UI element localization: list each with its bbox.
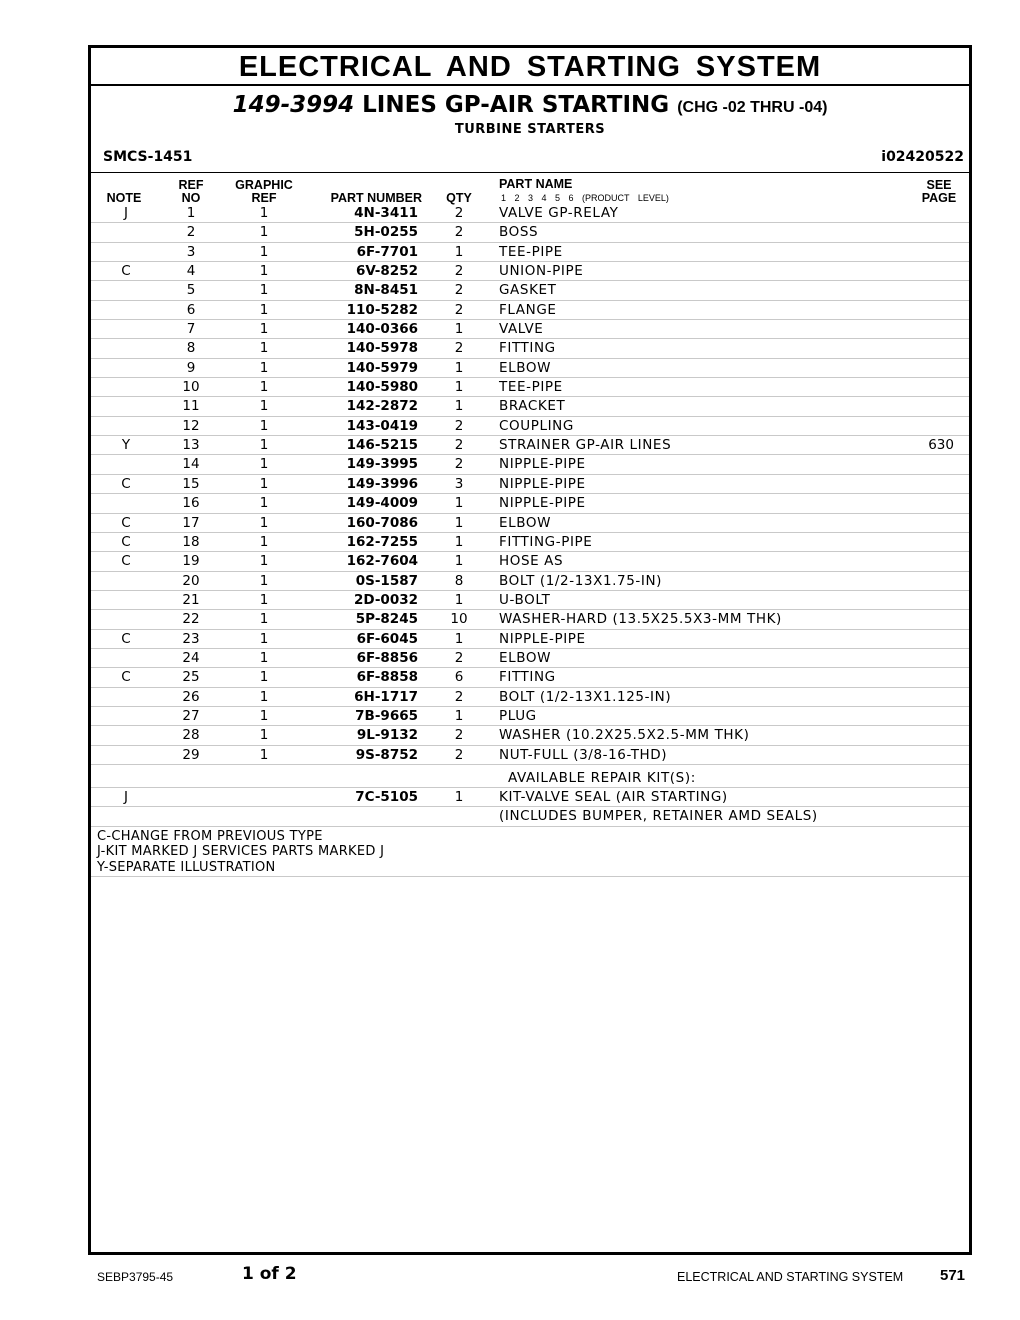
note-cell: C (121, 630, 131, 647)
part-number-cell: 143-0419 (346, 417, 418, 434)
kit-label: AVAILABLE REPAIR KIT(S): (508, 769, 696, 786)
product-levels: 1 2 3 4 5 6 (PRODUCT LEVEL) (501, 193, 669, 203)
graphic-ref-cell: 1 (259, 301, 269, 318)
part-name-cell: WASHER (10.2X25.5X2.5-MM THK) (499, 727, 750, 744)
part-number-cell: 110-5282 (346, 301, 418, 318)
part-name-cell: FITTING (499, 340, 556, 357)
smcs-code: SMCS-1451 (103, 149, 193, 165)
graphic-ref-cell: 1 (259, 572, 269, 589)
part-name-cell: NIPPLE-PIPE (499, 456, 586, 473)
qty-cell: 1 (454, 514, 464, 531)
table-row (91, 243, 969, 262)
graphic-ref-cell: 1 (259, 475, 269, 492)
note-cell: Y (121, 437, 131, 454)
ref-no-cell: 4 (186, 263, 196, 280)
graphic-ref-cell: 1 (259, 533, 269, 550)
qty-cell: 1 (454, 379, 464, 396)
table-row (91, 281, 969, 300)
note-cell: J (124, 205, 128, 221)
col-see-top: SEE (926, 178, 952, 192)
graphic-ref-cell: 1 (259, 707, 269, 724)
col-see-bottom: PAGE (921, 191, 957, 205)
table-row (91, 494, 969, 513)
part-name-cell: TEE-PIPE (499, 379, 563, 396)
part-number-cell: 140-5978 (346, 340, 418, 357)
part-name-cell: BRACKET (499, 398, 566, 415)
ref-no-cell: 7 (186, 321, 196, 338)
graphic-ref-cell: 1 (259, 649, 269, 666)
graphic-ref-cell: 1 (259, 669, 269, 686)
table-row (91, 746, 969, 765)
table-row (91, 320, 969, 339)
ref-no-cell: 1 (186, 205, 196, 221)
qty-cell: 2 (454, 456, 464, 473)
part-number-cell: 6F-7701 (356, 243, 418, 260)
note-cell: J (124, 788, 128, 805)
page-number: 571 (940, 1267, 966, 1284)
qty-cell: 1 (454, 243, 464, 260)
qty-cell: 2 (454, 417, 464, 434)
table-row (91, 552, 969, 571)
part-number-cell: 6V-8252 (355, 263, 418, 280)
part-name-cell: BOLT (1/2-13X1.75-IN) (499, 572, 663, 589)
part-name-cell: VALVE GP-RELAY (499, 205, 619, 221)
col-see-page (915, 179, 963, 205)
col-qty: QTY (446, 191, 472, 205)
graphic-ref-cell: 1 (259, 417, 269, 434)
part-number-cell: 6F-6045 (356, 630, 418, 647)
qty-cell: 2 (454, 301, 464, 318)
ref-no-cell: 9 (186, 359, 196, 376)
part-number-cell: 140-0366 (346, 321, 418, 338)
graphic-ref-cell: 1 (259, 611, 269, 628)
illustration-id: i02420522 (881, 149, 964, 165)
part-name-cell: GASKET (499, 282, 557, 299)
note-cell: C (121, 553, 131, 570)
part-name-cell: ELBOW (499, 359, 552, 376)
part-number-cell: 6F-8858 (356, 669, 418, 686)
ref-no-cell: 10 (182, 379, 200, 396)
ref-no-cell: 3 (186, 243, 196, 260)
part-name-cell: VALVE (499, 321, 544, 338)
qty-cell: 1 (454, 553, 464, 570)
part-name-cell: (INCLUDES BUMPER, RETAINER AMD SEALS) (499, 808, 818, 825)
note-line: J-KIT MARKED J SERVICES PARTS MARKED J (97, 844, 385, 860)
table-row (91, 397, 969, 416)
graphic-ref-cell: 1 (259, 630, 269, 647)
ref-no-cell: 27 (182, 707, 200, 724)
graphic-ref-cell: 1 (259, 746, 269, 763)
parts-table (91, 204, 969, 877)
part-number-cell: 8N-8451 (354, 282, 418, 299)
ref-no-cell: 29 (182, 746, 200, 763)
ref-no-cell: 19 (182, 553, 200, 570)
ref-no-cell: 15 (182, 475, 200, 492)
col-graphic-top: GRAPHIC (235, 178, 293, 192)
part-name-cell: UNION-PIPE (499, 263, 584, 280)
qty-cell: 2 (454, 746, 464, 763)
table-row (91, 533, 969, 552)
qty-cell: 6 (454, 669, 464, 686)
part-number-cell: 142-2872 (346, 398, 418, 415)
table-row (91, 204, 969, 223)
part-name-cell: NIPPLE-PIPE (499, 475, 586, 492)
header-divider (91, 172, 969, 173)
see-page-cell: 630 (928, 437, 954, 454)
part-name-cell: NIPPLE-PIPE (499, 630, 586, 647)
part-number-cell: 9S-8752 (355, 746, 418, 763)
ref-no-cell: 17 (182, 514, 200, 531)
part-name-cell: FLANGE (499, 301, 557, 318)
col-graphic-ref (229, 179, 299, 205)
ref-no-cell: 12 (182, 417, 200, 434)
col-part-name: PART NAME (499, 177, 573, 191)
part-rows (91, 204, 969, 765)
part-number-cell: 6F-8856 (356, 649, 418, 666)
part-name-cell: ELBOW (499, 514, 552, 531)
graphic-ref-cell: 1 (259, 456, 269, 473)
qty-cell: 8 (454, 572, 464, 589)
part-name-cell: COUPLING (499, 417, 574, 434)
page-frame (88, 45, 972, 1255)
graphic-ref-cell: 1 (259, 321, 269, 338)
table-row (91, 807, 969, 826)
table-row (91, 455, 969, 474)
part-number-cell: 5P-8245 (355, 611, 418, 628)
doc-number: SEBP3795-45 (97, 1270, 174, 1284)
graphic-ref-cell: 1 (259, 591, 269, 608)
part-name-cell: NIPPLE-PIPE (499, 495, 586, 512)
graphic-ref-cell: 1 (259, 437, 269, 454)
footer-section: ELECTRICAL AND STARTING SYSTEM (677, 1270, 904, 1284)
table-row (91, 339, 969, 358)
graphic-ref-cell: 1 (259, 359, 269, 376)
ref-no-cell: 18 (182, 533, 200, 550)
table-row (91, 262, 969, 281)
ref-no-cell: 24 (182, 649, 200, 666)
ref-no-cell: 21 (182, 591, 200, 608)
part-number-cell: 9L-9132 (356, 727, 418, 744)
ref-no-cell: 14 (182, 456, 200, 473)
part-name-cell: FITTING (499, 669, 556, 686)
qty-cell: 2 (454, 437, 464, 454)
qty-cell: 1 (454, 707, 464, 724)
qty-cell: 2 (454, 205, 464, 221)
part-number-cell: 140-5980 (346, 379, 418, 396)
table-row (91, 726, 969, 745)
table-row (91, 649, 969, 668)
page-of: 1 of 2 (242, 1264, 297, 1284)
table-row (91, 688, 969, 707)
part-number-cell: 5H-0255 (354, 224, 418, 241)
part-number-cell: 0S-1587 (355, 572, 418, 589)
part-number-cell: 6H-1717 (354, 688, 418, 705)
part-name-cell: FITTING-PIPE (499, 533, 593, 550)
qty-cell: 2 (454, 688, 464, 705)
col-graphic-bottom: REF (251, 191, 277, 205)
graphic-ref-cell: 1 (259, 379, 269, 396)
qty-cell: 2 (454, 727, 464, 744)
table-row (91, 417, 969, 436)
kit-rows (91, 788, 969, 827)
col-ref-bottom: NO (181, 191, 201, 205)
table-row (91, 378, 969, 397)
section-title: ELECTRICAL AND STARTING SYSTEM (91, 48, 969, 86)
note-line: Y-SEPARATE ILLUSTRATION (97, 859, 276, 875)
table-row (91, 301, 969, 320)
col-note: NOTE (106, 191, 142, 205)
graphic-ref-cell: 1 (259, 398, 269, 415)
table-row (91, 359, 969, 378)
part-number-cell: 149-4009 (346, 495, 418, 512)
note-cell: C (121, 263, 131, 280)
qty-cell: 1 (454, 630, 464, 647)
table-row (91, 630, 969, 649)
part-number-cell: 149-3996 (346, 475, 418, 492)
ref-no-cell: 28 (182, 727, 200, 744)
part-number-cell: 162-7255 (346, 533, 418, 550)
table-row (91, 223, 969, 242)
graphic-ref-cell: 1 (259, 727, 269, 744)
part-name-cell: TEE-PIPE (499, 243, 563, 260)
qty-cell: 1 (454, 495, 464, 512)
ref-no-cell: 2 (186, 224, 196, 241)
table-row (91, 668, 969, 687)
group-name: LINES GP-AIR STARTING (362, 92, 670, 118)
qty-cell: 3 (454, 475, 464, 492)
group-subtitle: TURBINE STARTERS (454, 122, 606, 137)
ref-no-cell: 8 (186, 340, 196, 357)
part-number-cell: 149-3995 (346, 456, 418, 473)
table-row (91, 514, 969, 533)
part-name-cell: BOSS (499, 224, 539, 241)
note-cell: C (121, 514, 131, 531)
ref-no-cell: 22 (182, 611, 200, 628)
part-name-cell: PLUG (499, 707, 537, 724)
ref-no-cell: 5 (186, 282, 196, 299)
graphic-ref-cell: 1 (259, 688, 269, 705)
graphic-ref-cell: 1 (259, 495, 269, 512)
table-row (91, 475, 969, 494)
table-row (91, 610, 969, 629)
note-line: C-CHANGE FROM PREVIOUS TYPE (97, 828, 323, 844)
ref-no-cell: 26 (182, 688, 200, 705)
part-name-cell: U-BOLT (499, 591, 551, 608)
qty-cell: 2 (454, 263, 464, 280)
qty-cell: 1 (454, 788, 464, 805)
part-name-cell: NUT-FULL (3/8-16-THD) (499, 746, 668, 763)
ref-no-cell: 25 (182, 669, 200, 686)
note-cell: C (121, 669, 131, 686)
note-cell: C (121, 475, 131, 492)
part-number-cell: 146-5215 (346, 437, 418, 454)
qty-cell: 2 (454, 649, 464, 666)
ref-no-cell: 23 (182, 630, 200, 647)
ref-no-cell: 13 (182, 437, 200, 454)
part-name-cell: ELBOW (499, 649, 552, 666)
table-row (91, 436, 969, 455)
col-ref-top: REF (178, 178, 204, 192)
qty-cell: 1 (454, 533, 464, 550)
graphic-ref-cell: 1 (259, 340, 269, 357)
graphic-ref-cell: 1 (259, 243, 269, 260)
part-number-cell: 7C-5105 (355, 788, 418, 805)
table-row (91, 788, 969, 807)
qty-cell: 2 (454, 282, 464, 299)
part-name-cell: STRAINER GP-AIR LINES (499, 437, 672, 454)
qty-cell: 2 (454, 224, 464, 241)
graphic-ref-cell: 1 (259, 514, 269, 531)
part-number-cell: 4N-3411 (354, 205, 418, 221)
ref-no-cell: 6 (186, 301, 196, 318)
graphic-ref-cell: 1 (259, 553, 269, 570)
graphic-ref-cell: 1 (259, 282, 269, 299)
kit-heading (91, 765, 969, 788)
part-name-cell: BOLT (1/2-13X1.125-IN) (499, 688, 672, 705)
col-ref (175, 179, 207, 205)
note-cell: C (121, 533, 131, 550)
part-number-cell: 162-7604 (346, 553, 418, 570)
notes-legend (91, 827, 969, 877)
part-number-cell: 140-5979 (346, 359, 418, 376)
qty-cell: 2 (454, 340, 464, 357)
graphic-ref-cell: 1 (259, 224, 269, 241)
graphic-ref-cell: 1 (259, 263, 269, 280)
part-number-cell: 160-7086 (346, 514, 418, 531)
ref-no-cell: 20 (182, 572, 200, 589)
part-number-cell: 2D-0032 (353, 591, 418, 608)
part-number-cell: 7B-9665 (355, 707, 418, 724)
change-note: (CHG -02 THRU -04) (677, 99, 828, 116)
qty-cell: 10 (450, 611, 468, 628)
group-number: 149-3994 (232, 92, 355, 118)
group-heading (91, 92, 969, 121)
ref-no-cell: 16 (182, 495, 200, 512)
table-row (91, 591, 969, 610)
qty-cell: 1 (454, 321, 464, 338)
part-name-cell: HOSE AS (499, 553, 564, 570)
part-name-cell: WASHER-HARD (13.5X25.5X3-MM THK) (499, 611, 782, 628)
qty-cell: 1 (454, 359, 464, 376)
part-name-cell: KIT-VALVE SEAL (AIR STARTING) (499, 788, 728, 805)
ref-no-cell: 11 (182, 398, 200, 415)
table-row (91, 707, 969, 726)
table-row (91, 572, 969, 591)
graphic-ref-cell: 1 (259, 205, 269, 221)
qty-cell: 1 (454, 591, 464, 608)
qty-cell: 1 (454, 398, 464, 415)
col-part-number: PART NUMBER (330, 191, 422, 205)
